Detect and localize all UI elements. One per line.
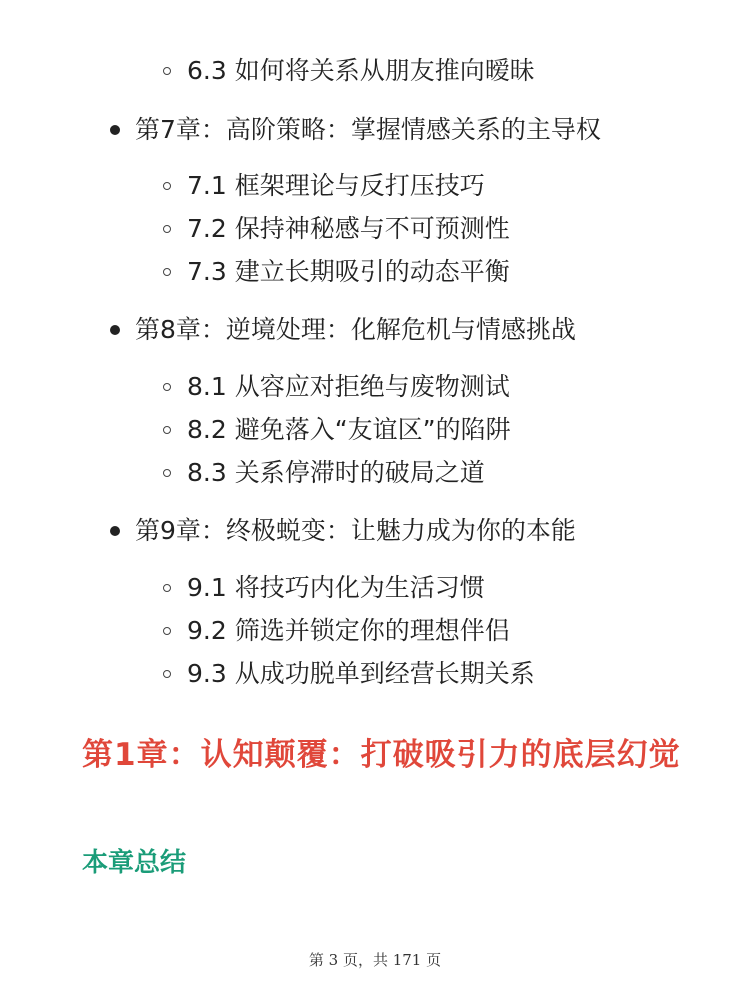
toc-section-7-2: 7.2 保持神秘感与不可预测性 xyxy=(187,214,510,243)
sub-bullet-icon xyxy=(163,627,171,635)
toc-section-9-1: 9.1 将技巧内化为生活习惯 xyxy=(187,573,485,602)
toc-section-9-3: 9.3 从成功脱单到经营长期关系 xyxy=(187,659,535,688)
toc-section-7-1: 7.1 框架理论与反打压技巧 xyxy=(187,171,485,200)
sub-bullet-icon xyxy=(163,225,171,233)
bullet-icon xyxy=(110,526,120,536)
toc-chapter-9: 第9章：终极蜕变：让魅力成为你的本能 xyxy=(135,516,576,545)
chapter-heading: 第1章：认知颠覆：打破吸引力的底层幻觉 xyxy=(82,737,681,773)
sub-bullet-icon xyxy=(163,670,171,678)
page-footer: 第 3 页，共 171 页 xyxy=(308,951,442,969)
toc-chapter-7: 第7章：高阶策略：掌握情感关系的主导权 xyxy=(135,115,601,144)
section-heading: 本章总结 xyxy=(82,848,187,878)
sub-bullet-icon xyxy=(163,182,171,190)
sub-bullet-icon xyxy=(163,426,171,434)
toc-section-6-3: 6.3 如何将关系从朋友推向暧昧 xyxy=(187,56,535,85)
sub-bullet-icon xyxy=(163,268,171,276)
toc-section-7-3: 7.3 建立长期吸引的动态平衡 xyxy=(187,257,510,286)
sub-bullet-icon xyxy=(163,383,171,391)
bullet-icon xyxy=(110,325,120,335)
toc-section-9-2: 9.2 筛选并锁定你的理想伴侣 xyxy=(187,616,510,645)
toc-chapter-8: 第8章：逆境处理：化解危机与情感挑战 xyxy=(135,315,576,344)
bullet-icon xyxy=(110,125,120,135)
toc-section-8-1: 8.1 从容应对拒绝与废物测试 xyxy=(187,372,510,401)
sub-bullet-icon xyxy=(163,67,171,75)
sub-bullet-icon xyxy=(163,469,171,477)
toc-section-8-2: 8.2 避免落入“友谊区”的陷阱 xyxy=(187,415,511,444)
sub-bullet-icon xyxy=(163,584,171,592)
toc-section-8-3: 8.3 关系停滞时的破局之道 xyxy=(187,458,485,487)
